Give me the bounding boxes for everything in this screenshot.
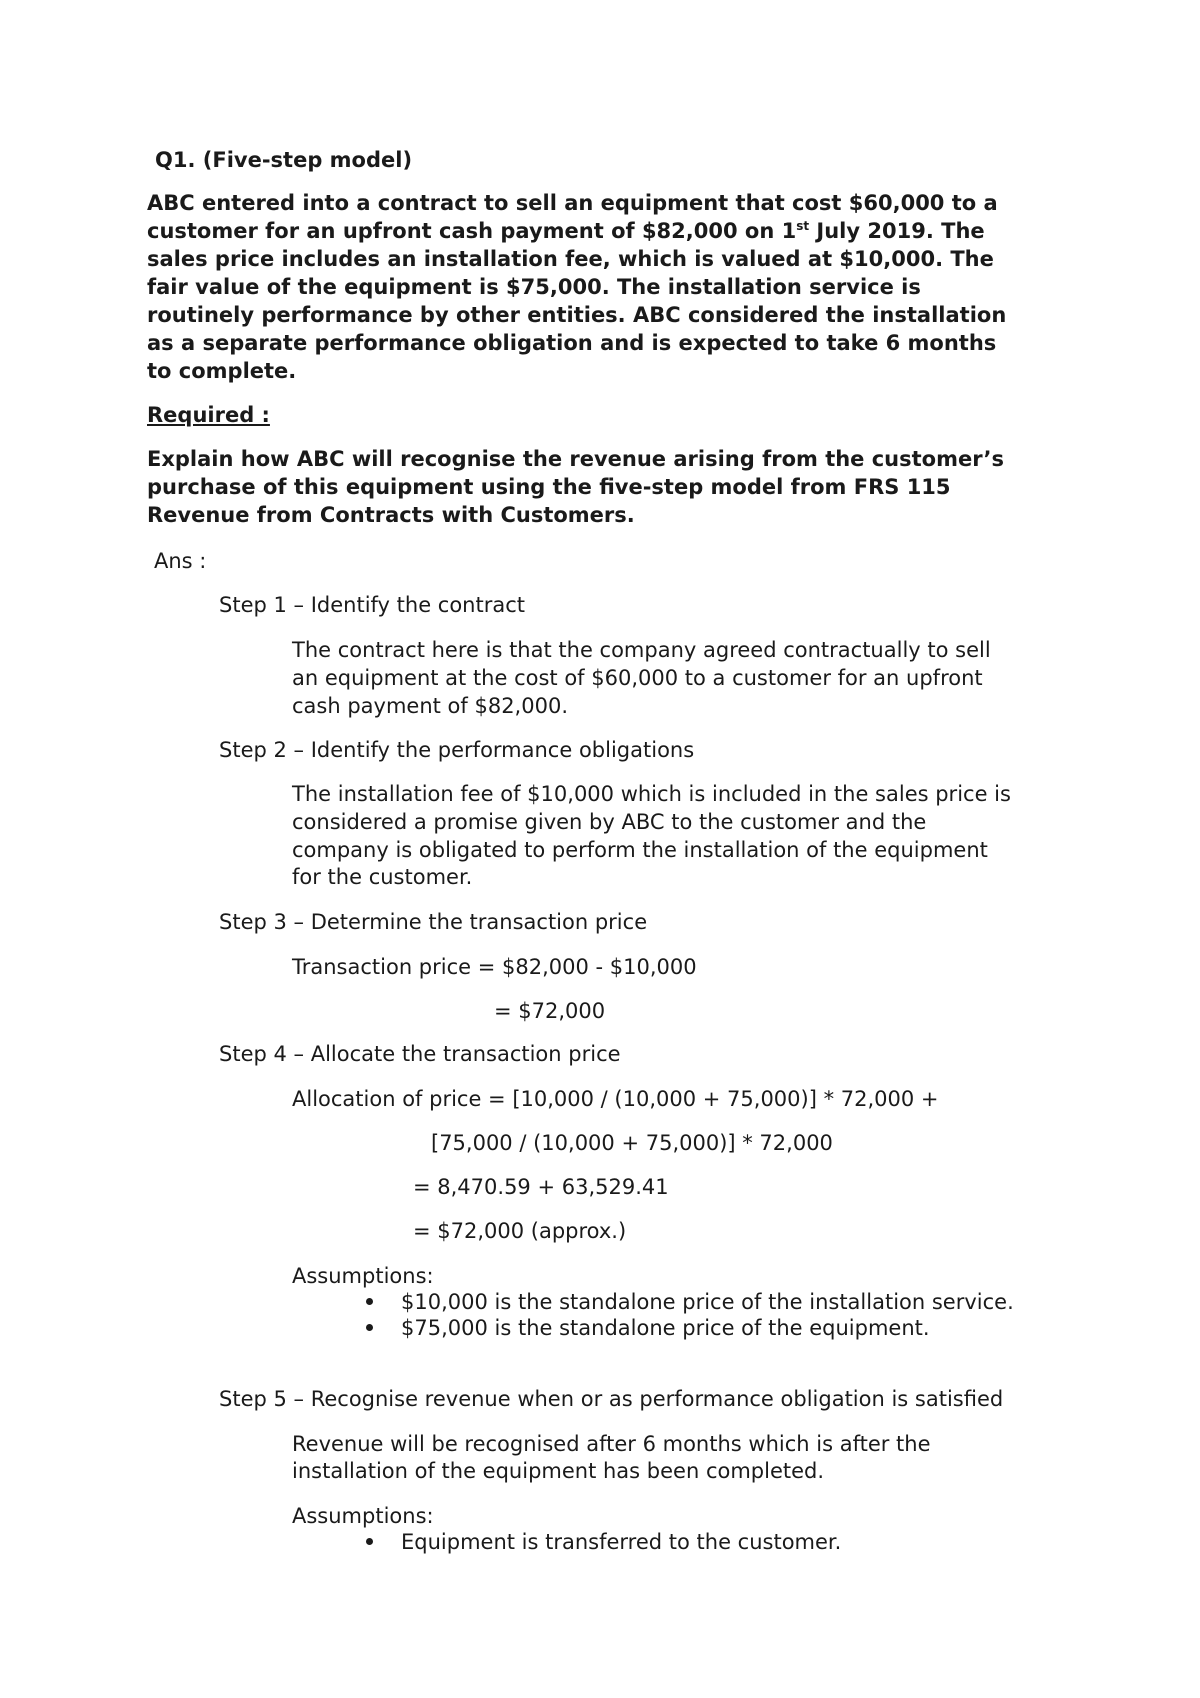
step3-heading: Step 3 – Determine the transaction price [219,910,648,934]
question-line: ABC entered into a contract to sell an equipment that cost $60,000 to a [147,191,998,215]
question-line: as a separate performance obligation and is expected to take 6 months [147,331,997,355]
step1-heading: Step 1 – Identify the contract [219,593,526,617]
step1-line: an equipment at the cost of $60,000 to a customer for an upfront [292,666,983,690]
question-line: fair value of the equipment is $75,000. The installation service is [147,275,921,299]
bullet-icon [366,1324,373,1331]
step1-line: The contract here is that the company agreed contractually to sell [292,638,991,662]
step2-line: for the customer. [292,865,473,889]
step1-line: cash payment of $82,000. [292,694,568,718]
required-line: Revenue from Contracts with Customers. [147,503,635,527]
question-line: sales price includes an installation fee, which is valued at $10,000. The [147,247,994,271]
step4-formula-cont: [75,000 / (10,000 + 75,000)] * 72,000 [431,1131,833,1155]
bullet-icon [366,1538,373,1545]
question-line: to complete. [147,359,297,383]
question-body [147,189,1006,385]
step4-result: = $72,000 (approx.) [413,1219,627,1243]
step5-line: Revenue will be recognised after 6 months which is after the [292,1432,931,1456]
answer-label: Ans : [154,549,207,573]
step4-formula: Allocation of price = [10,000 / (10,000 + 75,000)] * 72,000 + [292,1087,939,1111]
bullet-icon [366,1298,373,1305]
step4-heading: Step 4 – Allocate the transaction price [219,1042,621,1066]
step5-assumption: Equipment is transferred to the customer. [401,1530,842,1554]
step4-assumption: $10,000 is the standalone price of the installation service. [401,1290,1014,1314]
required-line: Explain how ABC will recognise the revenue arising from the customer’s [147,447,1004,471]
step3-formula: Transaction price = $82,000 - $10,000 [292,955,697,979]
step3-result: = $72,000 [494,999,606,1023]
step2-heading: Step 2 – Identify the performance obligations [219,738,695,762]
required-label: Required : [147,403,270,427]
question-line: routinely performance by other entities. ABC considered the installation [147,303,1007,327]
step5-line: installation of the equipment has been completed. [292,1459,825,1483]
step4-assumptions-label: Assumptions: [292,1264,434,1288]
required-text [147,445,1004,529]
step4-sum: = 8,470.59 + 63,529.41 [413,1175,669,1199]
step5-heading: Step 5 – Recognise revenue when or as performance obligation is satisfied [219,1387,1004,1411]
required-line: purchase of this equipment using the five-step model from FRS 115 [147,475,951,499]
step2-line: considered a promise given by ABC to the customer and the [292,810,927,834]
step4-assumption: $75,000 is the standalone price of the equipment. [401,1316,930,1340]
step2-line: The installation fee of $10,000 which is included in the sales price is [292,782,1011,806]
step5-assumptions-label: Assumptions: [292,1504,434,1528]
question-line: customer for an upfront cash payment of $82,000 on 1st July 2019. The [147,219,985,243]
question-title: Q1. (Five-step model) [155,148,413,172]
step2-line: company is obligated to perform the installation of the equipment [292,838,988,862]
